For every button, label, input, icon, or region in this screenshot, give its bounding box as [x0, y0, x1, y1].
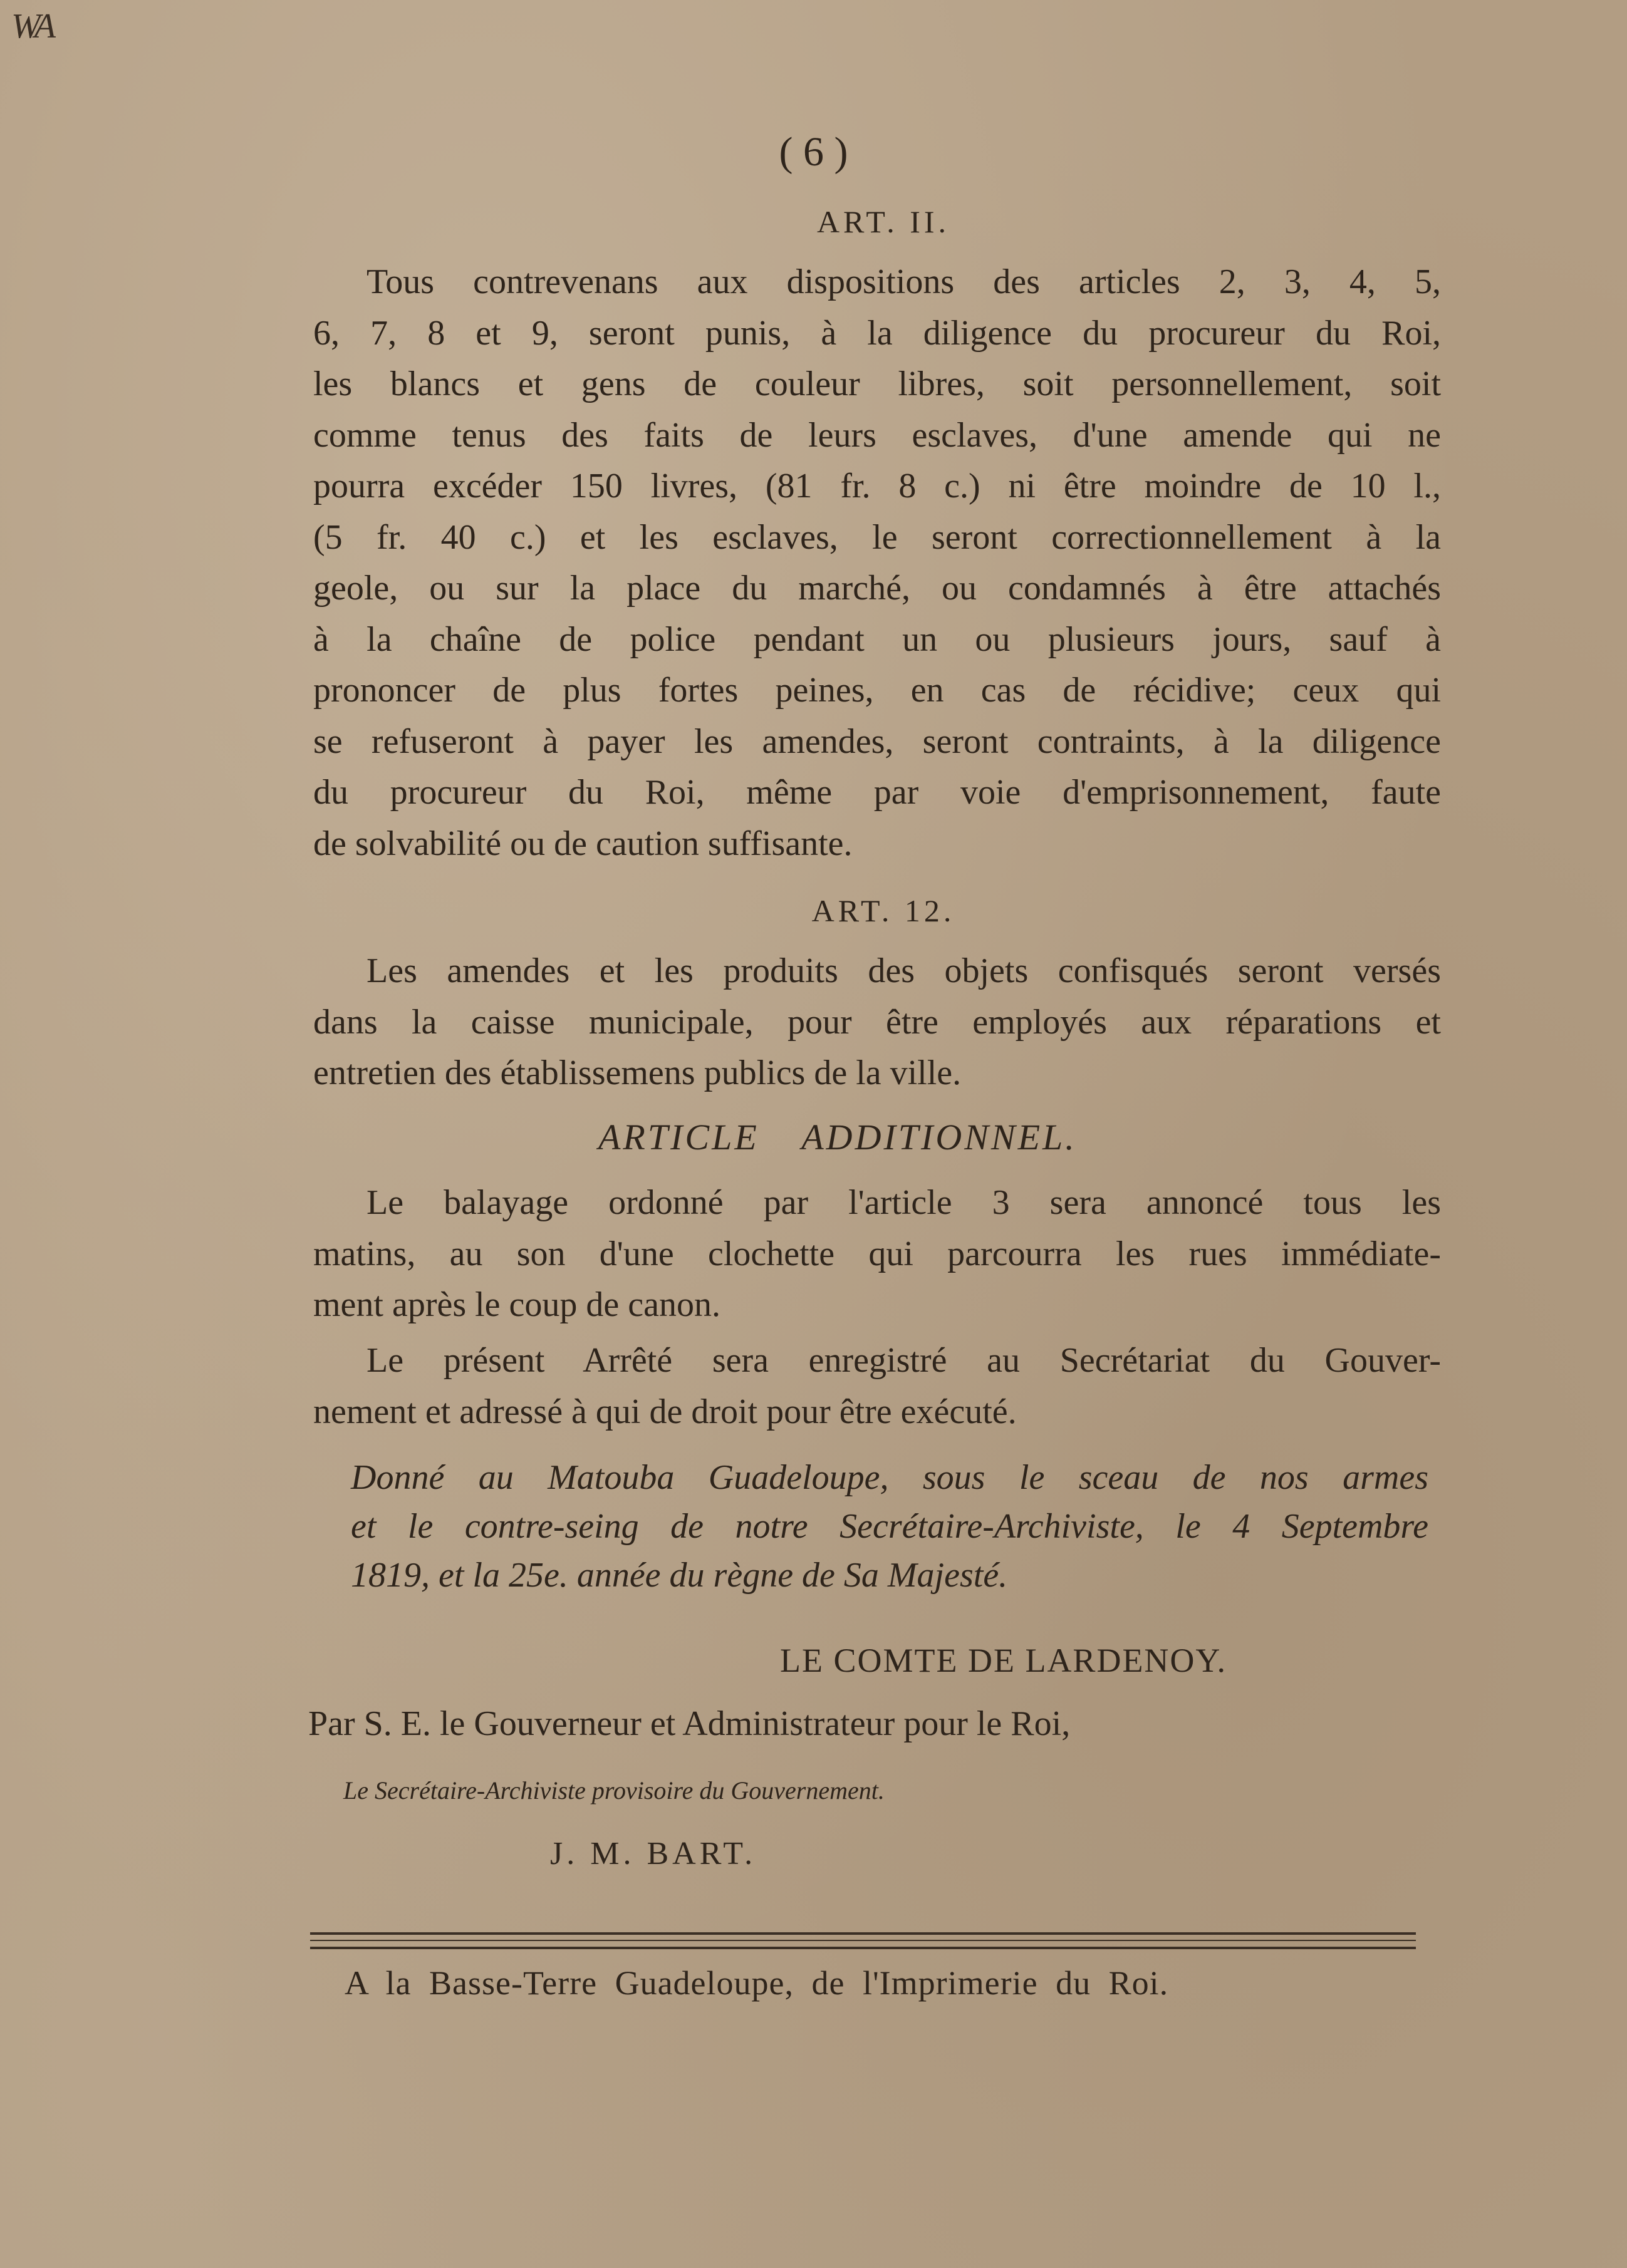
secretary-name: J. M. BART.	[550, 1836, 757, 1872]
additional-article-heading: ARTICLE ADDITIONNEL.	[598, 1117, 1077, 1157]
text-line: dans la caisse municipale, pour être employés aux réparations et	[313, 1002, 1441, 1042]
text-line: à la chaîne de police pendant un ou plusieurs jours, sauf à	[313, 619, 1441, 659]
article-12-heading: ART. 12.	[811, 893, 955, 928]
text-line: Tous contrevenans aux dispositions des articles 2, 3, 4, 5,	[366, 262, 1441, 301]
text-line: pourra excéder 150 livres, (81 fr. 8 c.) ni être moindre de 10 l.,	[313, 467, 1441, 505]
article-11-heading: ART. II.	[816, 204, 950, 239]
text-line: (5 fr. 40 c.) et les esclaves, le seront correctionnellement à la	[313, 517, 1441, 557]
divider-rule	[310, 1940, 1416, 1941]
text-line: Le présent Arrêté sera enregistré au Secrétariat du Gouver-	[366, 1341, 1441, 1380]
divider-rule	[310, 1932, 1416, 1935]
signatory-count: LE COMTE DE LARDENOY.	[780, 1642, 1227, 1679]
divider-rule	[310, 1947, 1416, 1949]
text-line: Les amendes et les produits des objets confisqués seront versés	[366, 951, 1441, 990]
text-line: du procureur du Roi, même par voie d'emprisonnement, faute	[313, 773, 1441, 812]
registration-text	[313, 1335, 1441, 1437]
text-line: les blancs et gens de couleur libres, soit personnellement, soit	[313, 365, 1441, 403]
article-12-text	[313, 946, 1441, 1099]
printer-imprint: A la Basse-Terre Guadeloupe, de l'Imprimerie du Roi.	[345, 1964, 1169, 2002]
text-line: comme tenus des faits de leurs esclaves, d'une amende qui ne	[313, 415, 1441, 455]
article-11-text	[313, 257, 1441, 869]
text-line: 1819, et la 25e. année du règne de Sa Majesté.	[351, 1556, 1008, 1595]
given-at-clause	[351, 1453, 1428, 1600]
additional-article-text	[313, 1178, 1441, 1331]
secretary-title: Le Secrétaire-Archiviste provisoire du Gouvernement.	[343, 1776, 885, 1805]
by-governor-line: Par S. E. le Gouverneur et Administrateur pour le Roi,	[308, 1704, 1071, 1743]
text-line: entretien des établissemens publics de la ville.	[313, 1054, 962, 1092]
text-line: de solvabilité ou de caution suffisante.	[313, 824, 853, 863]
corner-handwritten-mark: WA	[11, 7, 52, 46]
text-line: 6, 7, 8 et 9, seront punis, à la diligence du procureur du Roi,	[313, 313, 1441, 353]
text-line: se refuseront à payer les amendes, seront contraints, à la diligence	[313, 722, 1441, 761]
text-line: matins, au son d'une clochette qui parcourra les rues immédiate-	[313, 1234, 1441, 1273]
page-number: ( 6 )	[779, 129, 848, 175]
text-line: geole, ou sur la place du marché, ou condamnés à être attachés	[313, 569, 1441, 608]
text-line: nement et adressé à qui de droit pour être exécuté.	[313, 1392, 1017, 1431]
text-line: Le balayage ordonné par l'article 3 sera annoncé tous les	[366, 1183, 1441, 1222]
text-line: ment après le coup de canon.	[313, 1285, 720, 1324]
text-line: Donné au Matouba Guadeloupe, sous le sceau de nos armes	[351, 1458, 1428, 1497]
text-line: prononcer de plus fortes peines, en cas de récidive; ceux qui	[313, 671, 1441, 710]
text-line: et le contre-seing de notre Secrétaire-Archiviste, le 4 Septembre	[351, 1507, 1428, 1546]
